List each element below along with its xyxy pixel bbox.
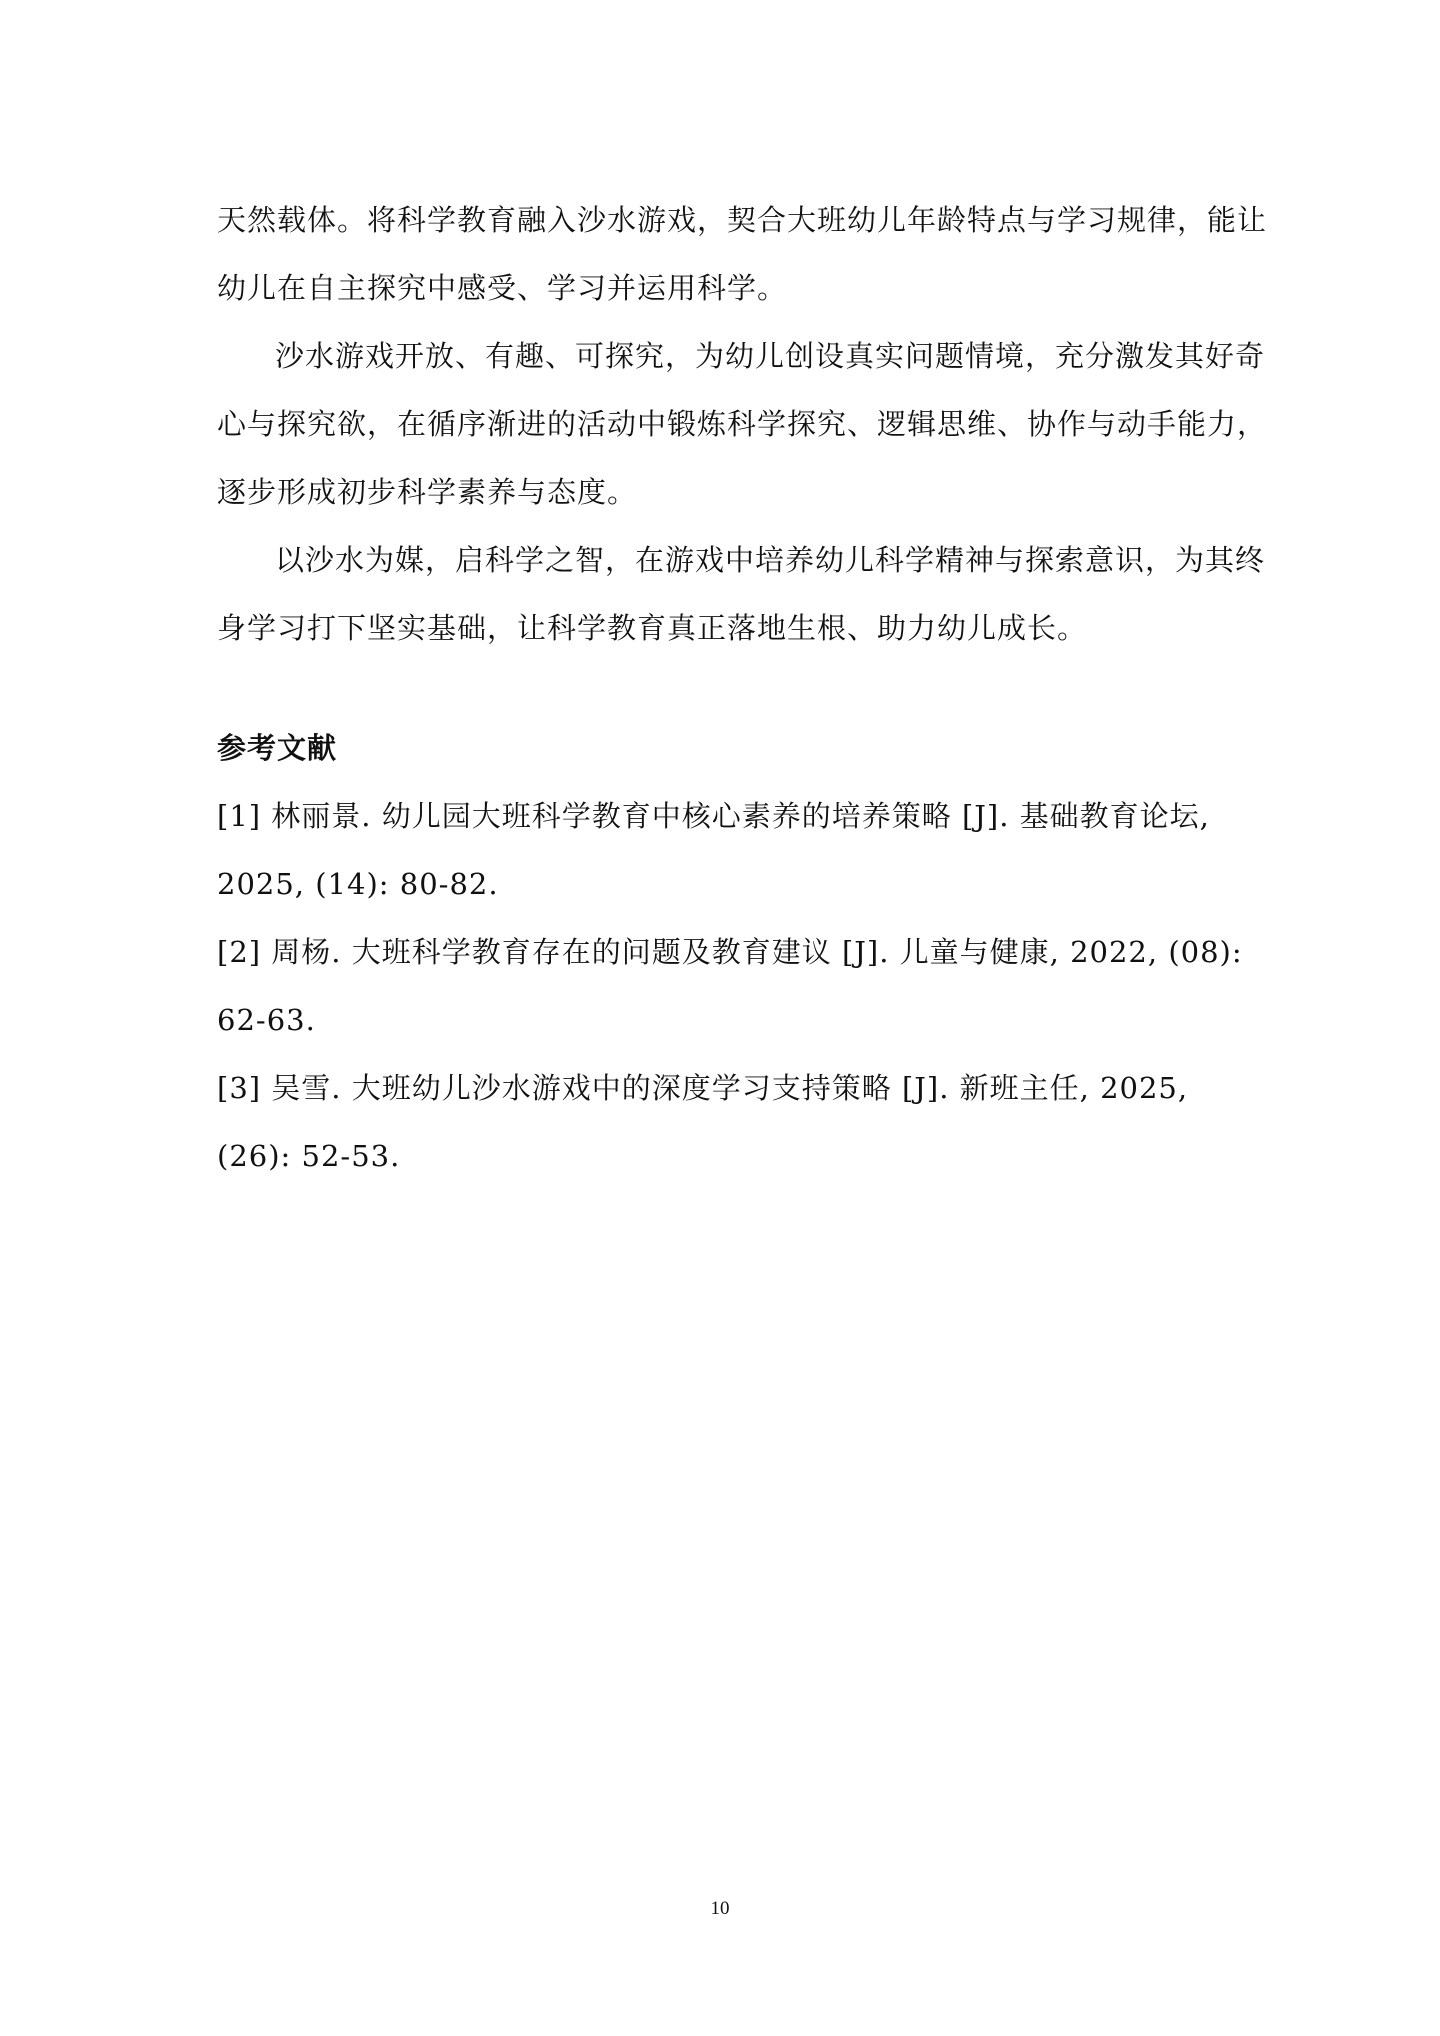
paragraph-line: 天然载体。将科学教育融入沙水游戏，契合大班幼儿年龄特点与学习规律，能让: [217, 203, 1268, 237]
reference-item-3: [217, 1054, 1227, 1190]
reference-item-2: [217, 918, 1243, 1054]
paragraph-line: 逐步形成初步科学素养与态度。: [217, 475, 638, 509]
paragraph-line: 幼儿在自主探究中感受、学习并运用科学。: [217, 271, 788, 305]
reference-line: [3] 吴雪. 大班幼儿沙水游戏中的深度学习支持策略 [J]. 新班主任, 2025,: [217, 1071, 1189, 1105]
reference-item-1: [217, 782, 1227, 918]
reference-line: (26): 52-53.: [217, 1139, 401, 1173]
paragraph-line: 心与探究欲，在循序渐进的活动中锻炼科学探究、逻辑思维、协作与动手能力，: [217, 407, 1268, 441]
body-paragraph-3: [217, 526, 1266, 662]
reference-line: 2025, (14): 80-82.: [217, 867, 499, 901]
reference-line: [1] 林丽景. 幼儿园大班科学教育中核心素养的培养策略 [J]. 基础教育论坛,: [217, 799, 1210, 833]
body-paragraph-1: [217, 186, 1268, 322]
reference-line: 62-63.: [217, 1003, 316, 1037]
paragraph-line: 身学习打下坚实基础，让科学教育真正落地生根、助力幼儿成长。: [217, 611, 1088, 645]
reference-line: [2] 周杨. 大班科学教育存在的问题及教育建议 [J]. 儿童与健康, 2022, (08):: [217, 935, 1243, 969]
references-heading: 参考文献: [217, 731, 338, 765]
page-body: [217, 186, 1268, 1190]
paragraph-line: 沙水游戏开放、有趣、可探究，为幼儿创设真实问题情境，充分激发其好奇: [275, 339, 1266, 373]
page-number: 10: [710, 1898, 730, 1919]
paragraph-line: 以沙水为媒，启科学之智，在游戏中培养幼儿科学精神与探索意识，为其终: [275, 543, 1266, 577]
body-paragraph-2: [217, 322, 1268, 526]
